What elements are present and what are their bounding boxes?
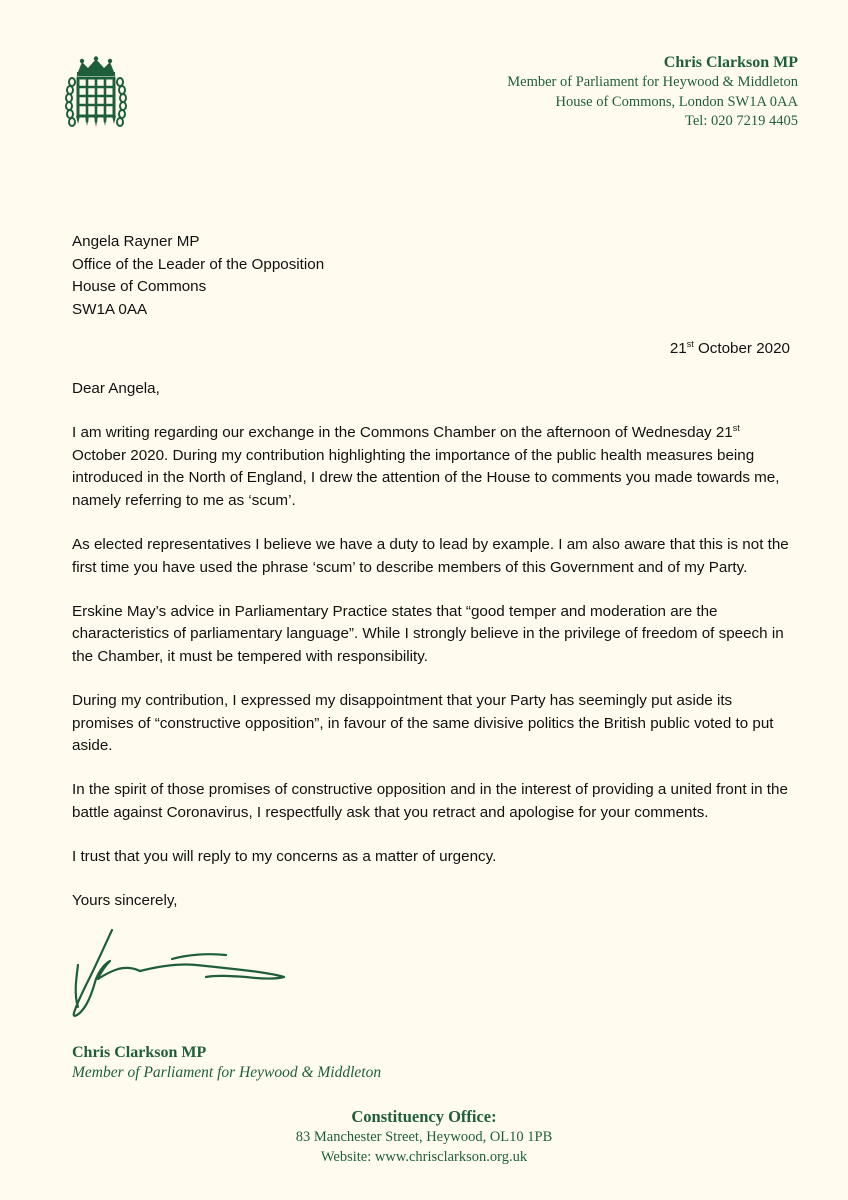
paragraph-1-text-b: October 2020. During my contribution highlighting the importance of the public health measures being introduced in the North of England, I drew the attention of the House to comments you made towards me, namely referring to me as ‘scum’. bbox=[72, 446, 780, 509]
footer-label: Constituency Office: bbox=[351, 1107, 497, 1126]
signoff bbox=[72, 1043, 381, 1083]
date-day: 21 bbox=[669, 340, 687, 357]
date-rest: October 2020 bbox=[693, 340, 790, 357]
footer-website: Website: www.chrisclarkson.org.uk bbox=[320, 1148, 528, 1165]
salutation: Dear Angela, bbox=[72, 380, 160, 397]
recipient-postcode: SW1A 0AA bbox=[72, 300, 148, 318]
recipient-address bbox=[72, 231, 324, 321]
sender-name: Chris Clarkson MP bbox=[663, 54, 798, 71]
paragraph-1 bbox=[72, 422, 792, 512]
portcullis-icon bbox=[64, 56, 128, 132]
letter-date bbox=[670, 339, 790, 359]
closing: Yours sincerely, bbox=[72, 892, 178, 909]
footer bbox=[0, 1106, 848, 1167]
paragraph-1-text-a: I am writing regarding our exchange in the Commons Chamber on the afternoon of Wednesday 21 bbox=[72, 424, 733, 442]
paragraph-6: I trust that you will reply to my concerns as a matter of urgency. bbox=[72, 847, 497, 865]
letterhead bbox=[507, 53, 798, 132]
recipient-house: House of Commons bbox=[72, 278, 207, 295]
sender-role: Member of Parliament for Heywood & Middleton bbox=[507, 74, 798, 90]
paragraph-2: As elected representatives I believe we have a duty to lead by example. I am also aware that this is not the first time you have used the phrase ‘scum’ to describe members of this Government and of my Party. bbox=[72, 535, 789, 576]
signoff-role: Member of Parliament for Heywood & Middleton bbox=[72, 1064, 382, 1081]
sender-tel: Tel: 020 7219 4405 bbox=[685, 113, 798, 129]
signoff-name: Chris Clarkson MP bbox=[72, 1044, 207, 1061]
paragraph-5: In the spirit of those promises of constructive opposition and in the interest of providing a united front in the battle against Coronavirus, I respectfully ask that you retract and apologise for your comments. bbox=[72, 781, 788, 821]
paragraph-4: During my contribution, I expressed my disappointment that your Party has seemingly put aside its promises of “constructive opposition”, in favour of the same divisive politics the British public voted to put aside. bbox=[72, 691, 774, 755]
footer-address: 83 Manchester Street, Heywood, OL10 1PB bbox=[295, 1129, 553, 1145]
recipient-name: Angela Rayner MP bbox=[72, 233, 200, 250]
recipient-office: Office of the Leader of the Opposition bbox=[72, 255, 325, 273]
signature bbox=[66, 925, 296, 1020]
sender-address: House of Commons, London SW1A 0AA bbox=[555, 93, 798, 110]
date-suffix: st bbox=[686, 338, 694, 349]
paragraph-1-sup: st bbox=[732, 423, 740, 434]
paragraph-3: Erskine May’s advice in Parliamentary Practice states that “good temper and moderation are the characteristics of parliamentary language”. While I strongly believe in the privilege of freedom of speech in the Chamber, it must be tempered with responsibility. bbox=[72, 602, 784, 665]
letter-body bbox=[72, 378, 792, 934]
